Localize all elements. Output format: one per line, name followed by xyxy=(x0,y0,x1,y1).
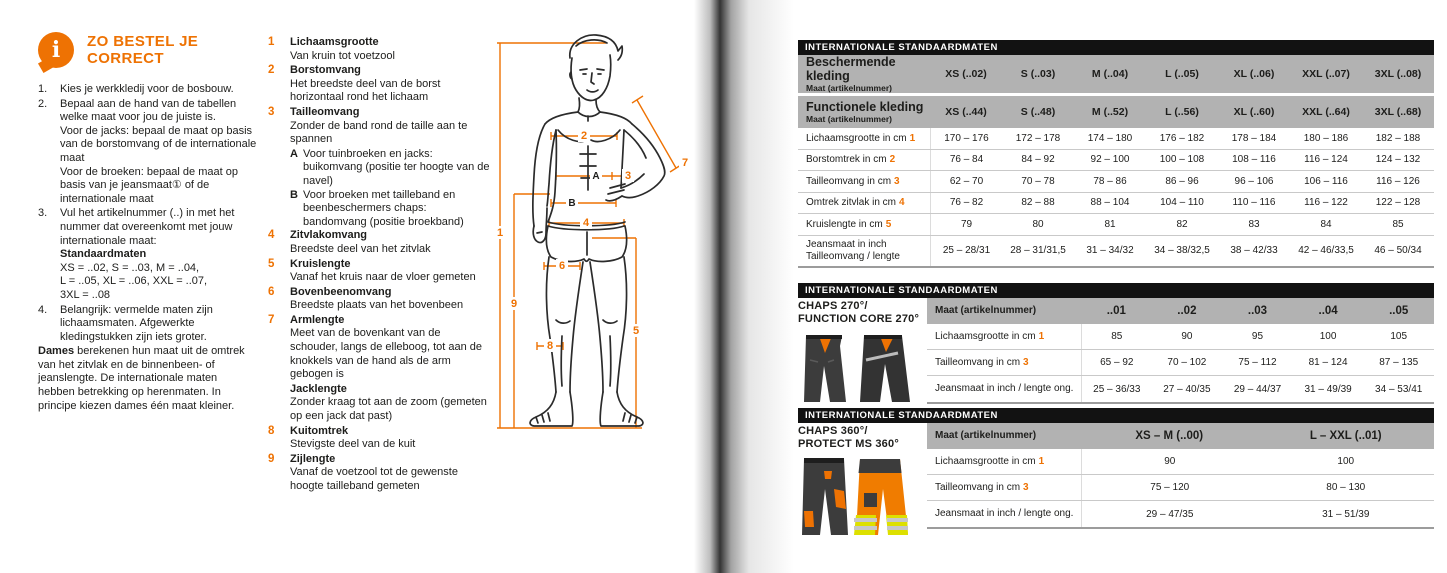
size-value-cell: 106 – 116 xyxy=(1304,175,1348,187)
size-value-cell: 88 – 104 xyxy=(1090,197,1130,209)
body-measurement-diagram xyxy=(484,26,714,450)
body-outline xyxy=(530,35,665,426)
row-label: Tailleomvang in cm 3 xyxy=(935,356,1029,368)
size-column-header: L (..05) xyxy=(1165,68,1199,80)
table3-title-bar xyxy=(798,408,1434,423)
size-column-header: XXL (..07) xyxy=(1302,68,1350,80)
size-value-cell: 180 – 186 xyxy=(1303,132,1349,144)
measure-desc: Het breedste deel van de borst horizontaal rond het lichaam xyxy=(290,77,441,104)
size-column-header: XL (..06) xyxy=(1233,68,1275,80)
table-row xyxy=(798,150,1434,172)
size-value-cell: 81 – 124 xyxy=(1308,357,1348,368)
measure-item-8 xyxy=(268,425,490,453)
size-value-cell: 25 – 28/31 xyxy=(930,236,1002,266)
step-3 xyxy=(38,207,264,302)
size-value-cell: 85 xyxy=(1081,324,1152,349)
table-row xyxy=(798,236,1434,266)
size-value-cell: 172 – 178 xyxy=(1015,132,1061,144)
size-column-header: M (..52) xyxy=(1091,106,1129,118)
size-value-cell: 76 – 84 xyxy=(930,150,1002,171)
table-row xyxy=(927,324,1434,350)
figure-label-5: 5 xyxy=(632,325,640,337)
table2-title-bar xyxy=(798,283,1434,298)
measure-item-6 xyxy=(268,286,490,314)
size-value-cell: 100 xyxy=(1337,456,1355,467)
measure-term: Zitvlakomvang xyxy=(290,229,368,242)
measure-desc: Van kruin tot voetzool xyxy=(290,49,395,62)
row-label: Tailleomvang in cm 3 xyxy=(935,481,1029,493)
measure-number: 1 xyxy=(268,36,275,48)
step-number: 2. xyxy=(38,97,48,110)
row-label: Jeansmaat in inch Tailleomvang / lengte xyxy=(798,239,930,262)
step-text: Bepaal aan de hand van de tabellen welke maat voor jou de juiste is. xyxy=(60,97,237,124)
measure-term: Bovenbeenomvang xyxy=(290,285,392,298)
standard-sizes-table xyxy=(798,55,1434,268)
intro-column xyxy=(38,32,264,413)
step-text: Kies je werkkledij voor de bosbouw. xyxy=(60,83,234,95)
size-value-cell: 84 xyxy=(1320,218,1332,230)
header-title: Functionele kleding xyxy=(806,100,924,114)
row-label: Borstomtrek in cm 2 xyxy=(806,154,896,165)
size-value-cell: 42 – 46/33,5 xyxy=(1298,245,1354,256)
table1-title: INTERNATIONALE STANDAARDMATEN xyxy=(805,42,998,53)
table-header-label xyxy=(927,304,1081,318)
size-value-cell: 100 – 108 xyxy=(1159,154,1205,166)
size-value-cell: 31 – 51/39 xyxy=(1322,508,1370,520)
row-label-line2: Tailleomvang / lengte xyxy=(806,250,900,262)
size-value-cell: 62 – 70 xyxy=(930,171,1002,192)
size-column-header: 3XL (..68) xyxy=(1374,106,1422,118)
size-value-cell: 70 – 78 xyxy=(1021,175,1055,187)
header-title: Maat (artikelnummer) xyxy=(935,430,1037,441)
size-value-cell: 86 – 96 xyxy=(1165,175,1199,187)
measure-item-4 xyxy=(268,229,490,257)
size-value-cell: 29 – 47/35 xyxy=(1081,501,1258,527)
page-title-line1: ZO BESTEL JE xyxy=(87,33,199,50)
measure-desc: Zonder de band rond de taille aan te spannen xyxy=(290,119,468,146)
measure-term: Armlengte xyxy=(290,313,345,326)
size-value-cell: 176 – 182 xyxy=(1159,132,1205,144)
body-figure-svg xyxy=(484,26,714,450)
size-value-cell: 100 xyxy=(1319,331,1337,342)
header-title: Maat (artikelnummer) xyxy=(935,305,1037,316)
size-value-cell: 122 – 128 xyxy=(1375,197,1421,209)
size-code-line: L = ..05, XL = ..06, XXL = ..07, xyxy=(60,275,208,288)
row-label: Omtrek zitvlak in cm 4 xyxy=(806,197,905,208)
ladies-note-lead: Dames xyxy=(38,345,75,358)
size-value-cell: 82 – 88 xyxy=(1021,197,1055,209)
step-number: 3. xyxy=(38,207,48,220)
step-text: Vul het artikelnummer (..) in met het nummer dat overeenkomt met jouw internationale maat: xyxy=(60,207,235,247)
step-4 xyxy=(38,304,264,345)
figure-label-B: B xyxy=(568,198,576,209)
size-value-cell: 85 xyxy=(1392,218,1404,230)
sub-label: B xyxy=(290,188,298,201)
table-row xyxy=(798,193,1434,215)
ladies-note xyxy=(38,345,252,413)
table-header-label xyxy=(798,55,930,93)
step-number: 4. xyxy=(38,303,48,316)
table-row xyxy=(798,171,1434,193)
measure-desc: Breedste plaats van het bovenbeen xyxy=(290,299,464,312)
size-value-cell: 81 xyxy=(1104,218,1116,230)
size-value-cell: 80 xyxy=(1032,218,1044,230)
table-header-label xyxy=(798,100,930,124)
size-column-header: L (..56) xyxy=(1165,106,1199,118)
size-value-cell: 34 – 53/41 xyxy=(1375,383,1423,395)
size-value-cell: 174 – 180 xyxy=(1087,132,1133,144)
measure-number: 2 xyxy=(268,64,275,77)
figure-label-4: 4 xyxy=(582,217,590,229)
figure-label-9: 9 xyxy=(510,298,518,310)
measure-item-9 xyxy=(268,453,490,495)
size-value-cell: 170 – 176 xyxy=(930,128,1002,149)
size-value-cell: 96 – 106 xyxy=(1234,175,1274,187)
sub-text: Voor broeken met tailleband en beenbeschermers chaps: bandomvang (positie broekband) xyxy=(303,188,464,228)
size-value-cell: 116 – 126 xyxy=(1376,175,1420,187)
measure-desc: Stevigste deel van de kuit xyxy=(290,438,416,451)
measure-term: Tailleomvang xyxy=(290,105,360,118)
size-value-cell: 92 – 100 xyxy=(1090,154,1130,166)
size-column-header: ..05 xyxy=(1389,305,1409,317)
measure-term: Kuitomtrek xyxy=(290,424,349,437)
table-row xyxy=(927,501,1434,527)
measure-item-1 xyxy=(268,36,490,64)
figure-label-6: 6 xyxy=(558,260,566,272)
page-gutter-shadow xyxy=(694,0,794,573)
measurements-column xyxy=(268,36,490,495)
size-column-header: XXL (..64) xyxy=(1302,106,1350,118)
size-value-cell: 27 – 40/35 xyxy=(1163,383,1211,395)
table2-title: INTERNATIONALE STANDAARDMATEN xyxy=(805,285,998,296)
measure-item-5 xyxy=(268,258,490,286)
table-header-row xyxy=(927,423,1434,449)
size-value-cell: 31 – 34/32 xyxy=(1086,245,1134,256)
size-column-header: ..02 xyxy=(1177,305,1197,317)
product-name-line1: CHAPS 360°/ xyxy=(798,425,868,437)
size-value-cell: 110 – 116 xyxy=(1232,197,1276,209)
figure-label-2: 2 xyxy=(580,130,588,142)
size-value-cell: 31 – 49/39 xyxy=(1304,383,1352,395)
size-value-cell: 38 – 42/33 xyxy=(1230,245,1278,256)
step-text: Voor de broeken: bepaal de maat op basis van je jeansmaat① of de internationale maat xyxy=(60,165,238,205)
row-label: Lichaamsgrootte in cm 1 xyxy=(935,455,1045,467)
table-row xyxy=(927,449,1434,475)
size-value-cell: 87 – 135 xyxy=(1379,357,1419,368)
size-value-cell: 90 xyxy=(1081,449,1258,474)
size-value-cell: 80 – 130 xyxy=(1326,482,1366,493)
figure-label-1: 1 xyxy=(496,227,504,239)
size-value-cell: 75 – 112 xyxy=(1238,357,1277,368)
measure-item-3 xyxy=(268,106,490,229)
size-code-line: XS = ..02, S = ..03, M = ..04, xyxy=(60,261,200,274)
figure-label-A: A xyxy=(592,171,600,182)
step-number: 1. xyxy=(38,83,48,95)
figure-label-8: 8 xyxy=(546,340,554,352)
intro-header xyxy=(38,32,264,68)
size-column-header: ..03 xyxy=(1247,305,1268,317)
size-value-cell: 90 xyxy=(1181,331,1193,342)
step-text: Belangrijk: vermelde maten zijn lichaamsmaten. Afgewerkte kledingstukken zijn iets groter. xyxy=(60,303,213,343)
size-column-header: M (..04) xyxy=(1091,68,1129,80)
size-value-cell: 95 xyxy=(1251,331,1264,342)
row-label: Lichaamsgrootte in cm 1 xyxy=(806,132,916,144)
size-value-cell: 46 – 50/34 xyxy=(1374,245,1422,256)
row-label: Kruislengte in cm 5 xyxy=(806,218,892,230)
figure-label-3: 3 xyxy=(624,170,632,182)
table-row xyxy=(798,214,1434,236)
size-value-cell: 82 xyxy=(1176,218,1188,230)
size-value-cell: 83 xyxy=(1248,218,1260,230)
figure-label-7: 7 xyxy=(681,157,689,169)
measure-number: 9 xyxy=(268,452,275,465)
table-row xyxy=(927,350,1434,376)
size-value-cell: 108 – 116 xyxy=(1232,154,1276,166)
measure-number: 7 xyxy=(268,313,275,326)
size-column-header: L – XXL (..01) xyxy=(1309,430,1382,442)
size-column-header: ..01 xyxy=(1106,305,1126,317)
row-label: Jeansmaat in inch / lengte ong. xyxy=(935,383,1074,395)
measure-term: Kruislengte xyxy=(290,257,351,270)
size-column-header: ..04 xyxy=(1318,305,1338,317)
size-value-cell: 78 – 86 xyxy=(1093,175,1127,187)
size-value-cell: 25 – 36/33 xyxy=(1081,376,1152,402)
sub-text: Voor tuinbroeken en jacks: buikomvang (positie ter hoogte van de navel) xyxy=(303,147,490,187)
size-column-header: XS (..44) xyxy=(945,106,987,118)
row-label: Lichaamsgrootte in cm 1 xyxy=(935,330,1045,342)
table1-title-bar xyxy=(798,40,1434,55)
size-value-cell: 75 – 120 xyxy=(1081,475,1258,500)
measure-term: Zijlengte xyxy=(290,452,336,465)
chaps-360-product-name xyxy=(798,425,924,450)
page-title-line2: CORRECT xyxy=(87,50,164,67)
size-value-cell: 182 – 188 xyxy=(1375,132,1421,144)
measure-number: 5 xyxy=(268,257,275,270)
size-column-header: S (..48) xyxy=(1020,106,1056,118)
table-header-row xyxy=(798,96,1434,128)
chaps-270-image xyxy=(798,330,918,404)
measure-item-2 xyxy=(268,64,490,106)
product-name-line2: PROTECT MS 360° xyxy=(798,437,899,450)
step-text: Voor de jacks: bepaal de maat op basis van de borstomvang of de internationale maat xyxy=(60,124,257,164)
step-2 xyxy=(38,98,264,207)
measure-item-7 xyxy=(268,314,490,425)
standard-sizes-heading: Standaardmaten xyxy=(60,248,147,261)
size-value-cell: 105 xyxy=(1390,331,1408,342)
size-column-header: XL (..60) xyxy=(1233,106,1275,118)
size-value-cell: 65 – 92 xyxy=(1081,350,1152,375)
measure-desc: Vanaf de voetzool tot de gewenste hoogte tailleband gemeten xyxy=(290,466,458,492)
product-name-line1: CHAPS 270°/ xyxy=(798,300,868,312)
size-value-cell: 28 – 31/31,5 xyxy=(1010,245,1066,256)
info-icon xyxy=(38,32,74,68)
ladies-note-text: berekenen hun maat uit de omtrek van het zitvlak en de binnenbeen- of jeanslengte. De internationale maten hebben betrekking op herenmaten. In principe kiezen dames één maat kleiner. xyxy=(38,345,245,412)
size-value-cell: 70 – 102 xyxy=(1167,357,1207,368)
table-header-label xyxy=(927,429,1081,443)
page-title xyxy=(87,33,198,67)
size-value-cell: 116 – 124 xyxy=(1304,154,1348,166)
size-code-line: 3XL = ..08 xyxy=(60,288,111,301)
table-header-row xyxy=(798,55,1434,93)
header-title: Beschermende kleding xyxy=(806,55,896,83)
size-value-cell: 29 – 44/37 xyxy=(1233,383,1282,395)
size-value-cell: 84 – 92 xyxy=(1021,154,1055,166)
chaps-270-product-name xyxy=(798,300,924,325)
size-value-cell: 178 – 184 xyxy=(1231,132,1277,144)
table-row xyxy=(927,376,1434,402)
measure-sub-a xyxy=(290,148,490,189)
chaps-360-image xyxy=(798,455,918,537)
size-column-header: XS (..02) xyxy=(945,68,987,80)
size-column-header: XS – M (..00) xyxy=(1135,430,1204,442)
table-row xyxy=(927,475,1434,501)
header-subtitle: Maat (artikelnummer) xyxy=(806,114,892,124)
chaps-270-product xyxy=(798,300,924,404)
size-value-cell: 76 – 82 xyxy=(930,193,1002,214)
measure-number: 8 xyxy=(268,424,275,437)
step-1 xyxy=(38,83,264,97)
chaps-270-sizes-table xyxy=(927,298,1434,404)
size-value-cell: 34 – 38/32,5 xyxy=(1154,245,1210,256)
measure-number: 3 xyxy=(268,105,275,118)
table-row xyxy=(798,128,1434,150)
measure-desc: Breedste deel van het zitvlak xyxy=(290,242,431,255)
size-column-header: S (..03) xyxy=(1020,68,1056,80)
measure-desc: Meet van de bovenkant van de schouder, langs de elleboog, tot aan de knokkels van de hand als de arm gebogen is xyxy=(290,327,483,381)
size-value-cell: 124 – 132 xyxy=(1375,154,1421,166)
header-subtitle: Maat (artikelnummer) xyxy=(806,83,892,93)
measure-term: Borstomvang xyxy=(290,64,361,77)
measure-term-2: Jacklengte xyxy=(290,382,347,395)
measure-number: 4 xyxy=(268,229,275,242)
sub-label: A xyxy=(290,147,298,160)
measure-sub-b xyxy=(290,189,490,230)
size-value-cell: 104 – 110 xyxy=(1160,197,1204,209)
measure-desc-2: Zonder kraag tot aan de zoom (gemeten op een jack dat past) xyxy=(290,396,487,423)
chaps-360-product xyxy=(798,425,924,537)
size-value-cell: 116 – 122 xyxy=(1304,197,1348,209)
ordering-steps xyxy=(38,83,264,344)
measure-desc: Vanaf het kruis naar de vloer gemeten xyxy=(290,271,476,284)
measure-number: 6 xyxy=(268,285,275,298)
chaps-360-sizes-table xyxy=(927,423,1434,529)
size-value-cell: 79 xyxy=(930,214,1002,235)
info-icon-glyph: i xyxy=(51,37,61,63)
row-label: Jeansmaat in inch / lengte ong. xyxy=(935,508,1074,520)
table3-title: INTERNATIONALE STANDAARDMATEN xyxy=(805,410,998,421)
product-name-line2: FUNCTION CORE 270° xyxy=(798,312,920,325)
measure-term: Lichaamsgrootte xyxy=(290,36,379,48)
table-header-row xyxy=(927,298,1434,324)
row-label: Tailleomvang in cm 3 xyxy=(806,175,900,187)
size-column-header: 3XL (..08) xyxy=(1374,68,1422,80)
